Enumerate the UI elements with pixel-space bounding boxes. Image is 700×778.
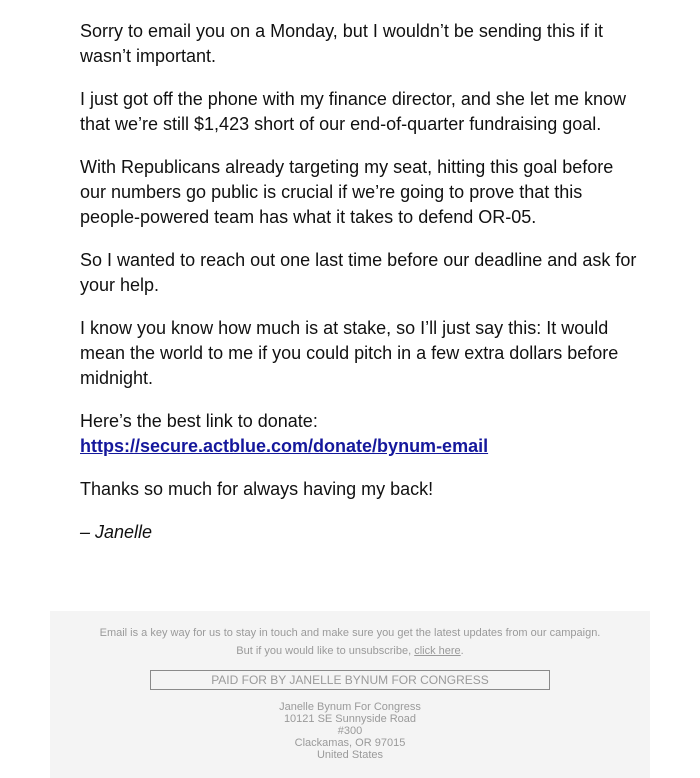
footer-notice-line2-suffix: .	[460, 645, 464, 657]
unsubscribe-link[interactable]: click here	[414, 645, 461, 657]
email-paragraph-3: With Republicans already targeting my seat, hitting this goal before our numbers go public is crucial if we’re going to prove that this people-powered team has what it takes to defend OR-05.	[80, 157, 614, 227]
donate-intro: Here’s the best link to donate:	[80, 411, 318, 431]
donate-paragraph	[80, 409, 640, 459]
address-suite: #300	[337, 725, 363, 737]
email-footer	[50, 611, 650, 778]
email-paragraph-4: So I wanted to reach out one last time before our deadline and ask for your help.	[80, 250, 637, 295]
footer-notice-line2-prefix: But if you would like to unsubscribe,	[236, 645, 415, 657]
email-paragraph-2: I just got off the phone with my finance director, and she let me know that we’re still $1,423 short of our end-of-quarter fundraising goal.	[80, 89, 626, 134]
footer-notice	[50, 611, 650, 660]
thanks-line: Thanks so much for always having my back!	[80, 479, 434, 499]
email-paragraph-1: Sorry to email you on a Monday, but I wouldn’t be sending this if it wasn’t important.	[80, 21, 603, 66]
paid-for-disclaimer: PAID FOR BY JANELLE BYNUM FOR CONGRESS	[150, 670, 550, 690]
mailing-address	[50, 701, 650, 761]
address-name: Janelle Bynum For Congress	[279, 701, 421, 713]
donate-link[interactable]: https://secure.actblue.com/donate/bynum-email	[80, 436, 489, 456]
address-street: 10121 SE Sunnyside Road	[283, 713, 417, 725]
address-city: Clackamas, OR 97015	[294, 737, 406, 749]
signature: – Janelle	[80, 522, 153, 542]
address-country: United States	[316, 749, 384, 761]
footer-notice-line1: Email is a key way for us to stay in touch and make sure you get the latest updates from our campaign.	[99, 627, 601, 639]
email-body	[80, 0, 640, 563]
email-paragraph-5: I know you know how much is at stake, so I’ll just say this: It would mean the world to me if you could pitch in a few extra dollars before midnight.	[80, 318, 619, 388]
